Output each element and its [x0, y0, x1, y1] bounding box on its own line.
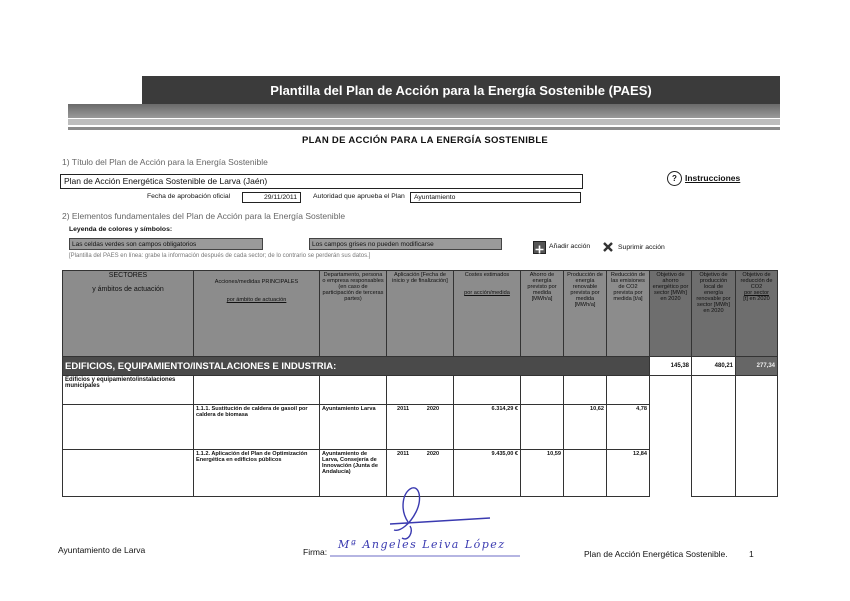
help-icon[interactable]: ?	[667, 171, 682, 186]
action-department[interactable]: Ayuntamiento de Larva, Consejería de Innovación (Junta de Andalucía)	[320, 450, 387, 497]
cell-empty[interactable]	[607, 376, 650, 405]
header-energy-saving: Ahorro de energía previsto por medida [MWh/a]	[521, 271, 564, 357]
table-row	[63, 376, 778, 405]
authority-field[interactable]: Ayuntamiento	[410, 192, 581, 203]
footer-organization: Ayuntamiento de Larva	[58, 545, 146, 555]
header-target-renewable: Objetivo de producción local de energía renovable por sector [MWh] en 2020	[692, 271, 736, 357]
delete-action-button[interactable]: Suprimir acción	[618, 244, 665, 251]
action-name[interactable]: 1.1.1. Sustitución de caldera de gasoil por caldera de biomasa	[194, 405, 320, 450]
action-saving[interactable]: 10,59	[521, 450, 564, 497]
sector-band-title: EDIFICIOS, EQUIPAMIENTO/INSTALACIONES E INDUSTRIA:	[63, 357, 650, 376]
cell-empty[interactable]	[454, 376, 521, 405]
action-department[interactable]: Ayuntamiento Larva	[320, 405, 387, 450]
banner-shadow	[68, 104, 780, 118]
action-co2[interactable]: 12,84	[607, 450, 650, 497]
header-application: Aplicación [Fecha de inicio y de finalización]	[387, 271, 454, 357]
banner-rule-thin	[68, 127, 780, 130]
header-department: Departamento, persona o empresa responsables (en caso de participación de terceras partes)	[320, 271, 387, 357]
legend-mandatory: Las celdas verdes son campos obligatorios	[69, 238, 263, 250]
action-saving[interactable]	[521, 405, 564, 450]
cell-empty[interactable]	[387, 376, 454, 405]
target-renewable-value: 480,21	[692, 357, 736, 376]
action-dates[interactable]: 2011 2020	[387, 405, 454, 450]
sector-band	[63, 357, 778, 376]
subsector-label: Edificios y equipamiento/instalaciones municipales	[63, 376, 194, 405]
header-target-co2: Objetivo de reducción de CO2 por sector [t] en 2020	[736, 271, 778, 357]
header-costs: Costes estimados por acción/medida	[454, 271, 521, 357]
autosave-note: [Plantilla del PAES en línea: grabe la información después de cada sector; de lo contrario se perderán sus datos.]	[69, 253, 371, 259]
target-saving-cell	[650, 376, 692, 497]
delete-action-icon[interactable]	[602, 240, 614, 252]
page-number: 1	[749, 549, 754, 559]
instructions-link[interactable]: Instrucciones	[685, 173, 741, 183]
action-dates[interactable]: 2011 2020	[387, 450, 454, 497]
page-subtitle: PLAN DE ACCIÓN PARA LA ENERGÍA SOSTENIBLE	[301, 135, 549, 146]
target-renewable-cell	[692, 376, 736, 497]
legend-label: Leyenda de colores y símbolos:	[69, 226, 173, 233]
add-action-icon[interactable]	[533, 241, 546, 254]
cell-empty	[63, 405, 194, 450]
signature-label: Firma:	[303, 547, 328, 557]
action-co2[interactable]: 4,78	[607, 405, 650, 450]
action-cost[interactable]: 6.314,29 €	[454, 405, 521, 450]
actions-table	[62, 270, 778, 497]
authority-label: Autoridad que aprueba el Plan	[313, 193, 405, 200]
legend-readonly: Los campos grises no pueden modificarse	[309, 238, 502, 250]
approval-date-field[interactable]: 29/11/2011	[242, 192, 301, 203]
section1-heading: 1) Título del Plan de Acción para la Energía Sostenible	[62, 157, 268, 167]
plan-title-field[interactable]: Plan de Acción Energética Sostenible de Larva (Jaén)	[60, 174, 583, 189]
footer-document-name: Plan de Acción Energética Sostenible.	[584, 549, 728, 559]
approval-date-label: Fecha de aprobación oficial	[147, 193, 231, 200]
header-co2: Reducción de las emisiones de CO2 prevista por medida [t/a]	[607, 271, 650, 357]
target-co2-cell	[736, 376, 778, 497]
action-cost[interactable]: 9.435,00 €	[454, 450, 521, 497]
banner-title: Plantilla del Plan de Acción para la Energía Sostenible (PAES)	[142, 76, 780, 106]
add-action-button[interactable]: Añadir acción	[549, 243, 591, 250]
action-renewable[interactable]: 10,62	[564, 405, 607, 450]
cell-empty[interactable]	[564, 376, 607, 405]
target-saving-value: 145,38	[650, 357, 692, 376]
header-sectors: SECTORES y ámbitos de actuación	[63, 271, 194, 357]
signature-name: Mª Angeles Leiva López	[338, 538, 506, 551]
table-header-row	[63, 271, 778, 357]
header-target-saving: Objetivo de ahorro energético por sector [MWh] en 2020	[650, 271, 692, 357]
banner-rule	[68, 119, 780, 125]
cell-empty[interactable]	[320, 376, 387, 405]
target-co2-value: 277,34	[736, 357, 778, 376]
action-name[interactable]: 1.1.2. Aplicación del Plan de Optimización Energética en edificios públicos	[194, 450, 320, 497]
section2-heading: 2) Elementos fundamentales del Plan de Acción para la Energía Sostenible	[62, 211, 346, 221]
cell-empty	[63, 450, 194, 497]
action-renewable[interactable]	[564, 450, 607, 497]
header-renewable: Producción de energía renovable prevista por medida [MWh/a]	[564, 271, 607, 357]
header-actions: Acciones/medidas PRINCIPALES por ámbito de actuación	[194, 271, 320, 357]
cell-empty[interactable]	[521, 376, 564, 405]
cell-empty[interactable]	[194, 376, 320, 405]
